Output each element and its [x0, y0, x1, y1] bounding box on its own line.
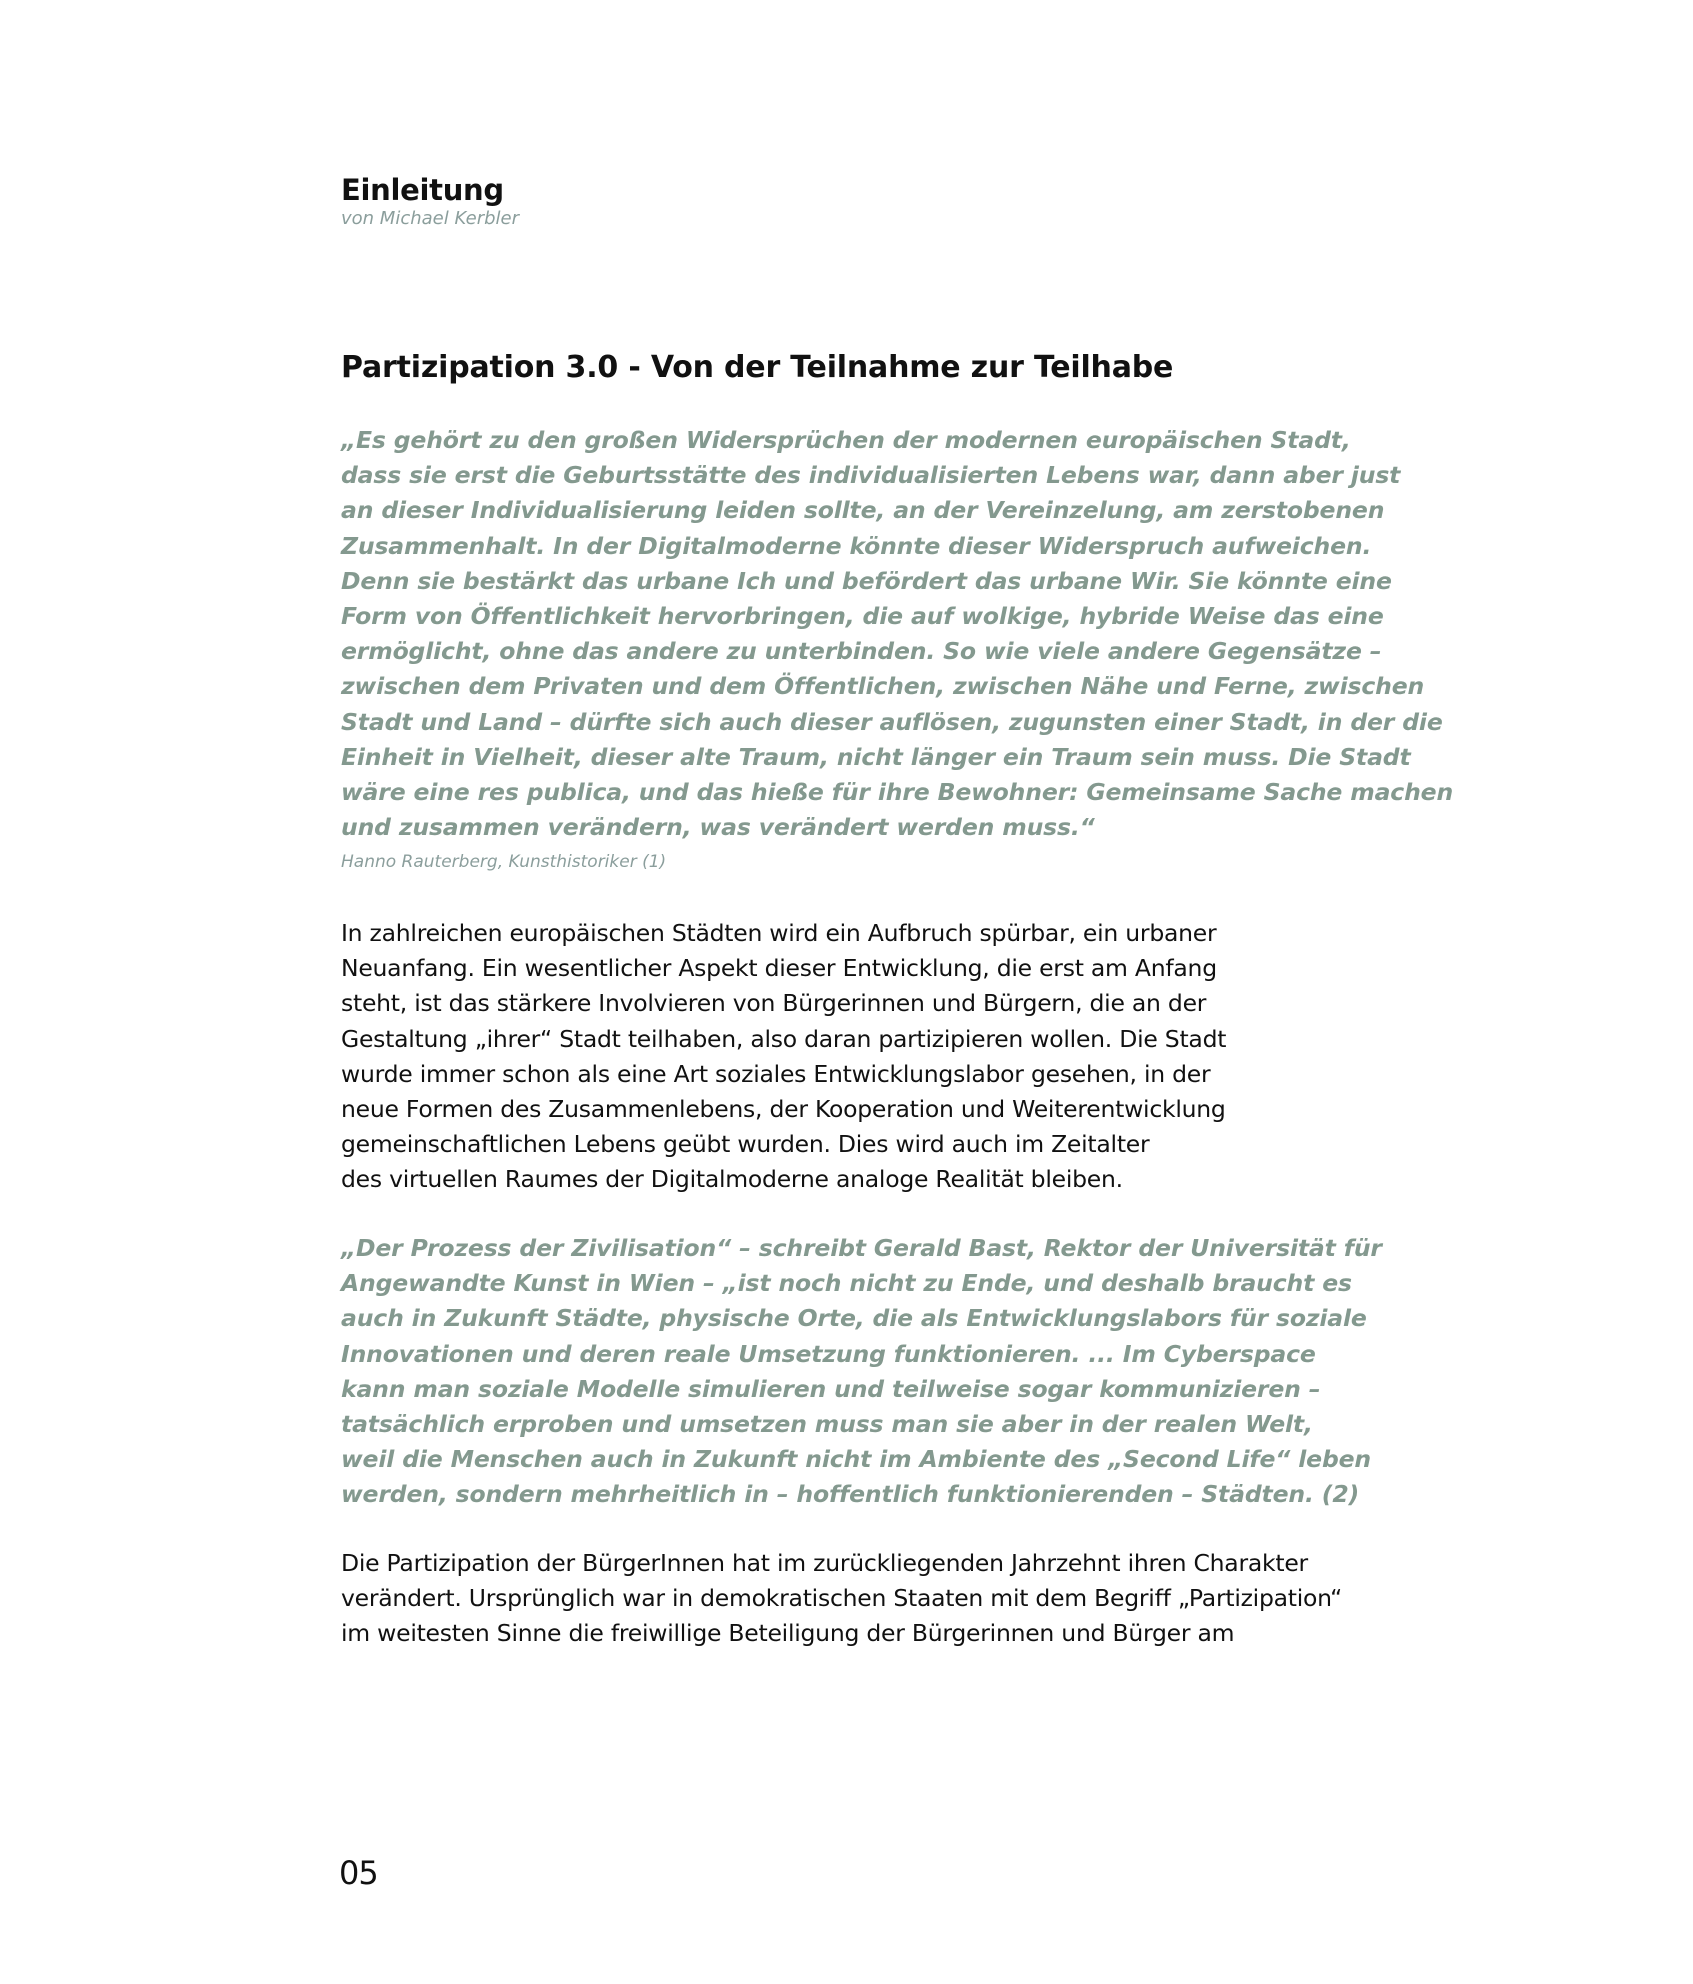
quote-line: an dieser Individualisierung leiden sollte, an der Vereinzelung, am zerstobenen — [341, 496, 1385, 525]
quote-line: weil die Menschen auch in Zukunft nicht im Ambiente des „Second Life“ leben — [341, 1445, 1372, 1474]
quote-line: Form von Öffentlichkeit hervorbringen, die auf wolkige, hybride Weise das eine — [341, 602, 1384, 631]
article-heading: Partizipation 3.0 - Von der Teilnahme zur Teilhabe — [341, 350, 1174, 385]
paragraph-line: Die Partizipation der BürgerInnen hat im zurückliegenden Jahrzehnt ihren Charakter — [341, 1549, 1308, 1577]
paragraph-line: Neuanfang. Ein wesentlicher Aspekt dieser Entwicklung, die erst am Anfang — [341, 954, 1217, 983]
paragraph-line: neue Formen des Zusammenlebens, der Kooperation und Weiterentwicklung — [341, 1095, 1226, 1124]
author-byline: von Michael Kerbler — [341, 208, 519, 229]
quote-line: Zusammenhalt. In der Digitalmoderne könnte dieser Widerspruch aufweichen. — [341, 531, 1372, 560]
quote-line: Denn sie bestärkt das urbane Ich und befördert das urbane Wir. Sie könnte eine — [341, 566, 1392, 595]
quote-line: werden, sondern mehrheitlich in – hoffentlich funktionierenden – Städten. (2) — [341, 1480, 1360, 1509]
quote-attribution: Hanno Rauterberg, Kunsthistoriker (1) — [341, 852, 667, 872]
page-number: 05 — [339, 1854, 378, 1892]
paragraph-line: verändert. Ursprünglich war in demokratischen Staaten mit dem Begriff „Partizipation“ — [341, 1584, 1343, 1613]
paragraph-line: wurde immer schon als eine Art soziales Entwicklungslabor gesehen, in der — [341, 1059, 1211, 1088]
quote-line: Stadt und Land – dürfte sich auch dieser auflösen, zugunsten einer Stadt, in der die — [341, 707, 1443, 736]
quote-line: Einheit in Vielheit, dieser alte Traum, nicht länger ein Traum sein muss. Die Stadt — [341, 742, 1411, 771]
quote-line: zwischen dem Privaten und dem Öffentlichen, zwischen Nähe und Ferne, zwischen — [341, 672, 1425, 701]
quote-line: tatsächlich erproben und umsetzen muss man sie aber in der realen Welt, — [341, 1410, 1313, 1439]
body-paragraph — [341, 916, 1421, 1198]
quote-block-bast — [341, 1231, 1421, 1513]
quote-line: auch in Zukunft Städte, physische Orte, die als Entwicklungslabors für soziale — [341, 1304, 1367, 1333]
quote-line: „Der Prozess der Zivilisation“ – schreibt Gerald Bast, Rektor der Universität für — [341, 1234, 1382, 1262]
paragraph-line: steht, ist das stärkere Involvieren von Bürgerinnen und Bürgern, die an der — [341, 989, 1207, 1018]
paragraph-line: Gestaltung „ihrer“ Stadt teilhaben, also daran partizipieren wollen. Die Stadt — [341, 1024, 1227, 1053]
quote-line: dass sie erst die Geburtsstätte des individualisierten Lebens war, dann aber just — [341, 461, 1401, 490]
body-paragraph — [341, 1546, 1421, 1652]
quote-line: wäre eine res publica, und das hieße für ihre Bewohner: Gemeinsame Sache machen — [341, 778, 1454, 807]
quote-line: Innovationen und deren reale Umsetzung funktionieren. ... Im Cyberspace — [341, 1339, 1316, 1368]
paragraph-line: des virtuellen Raumes der Digitalmoderne analoge Realität bleiben. — [341, 1165, 1123, 1194]
quote-line: Angewandte Kunst in Wien – „ist noch nicht zu Ende, und deshalb braucht es — [341, 1269, 1352, 1298]
quote-line: kann man soziale Modelle simulieren und teilweise sogar kommunizieren – — [341, 1374, 1321, 1403]
paragraph-line: In zahlreichen europäischen Städten wird ein Aufbruch spürbar, ein urbaner — [341, 919, 1217, 947]
quote-line: ermöglicht, ohne das andere zu unterbinden. So wie viele andere Gegensätze – — [341, 637, 1382, 666]
paragraph-line: gemeinschaftlichen Lebens geübt wurden. Dies wird auch im Zeitalter — [341, 1130, 1150, 1159]
quote-block-rauterberg — [341, 423, 1454, 845]
paragraph-line: im weitesten Sinne die freiwillige Beteiligung der Bürgerinnen und Bürger am — [341, 1619, 1235, 1648]
quote-line: „Es gehört zu den großen Widersprüchen der modernen europäischen Stadt, — [341, 426, 1351, 454]
section-title: Einleitung — [341, 173, 504, 207]
quote-line: und zusammen verändern, was verändert werden muss.“ — [341, 813, 1095, 842]
